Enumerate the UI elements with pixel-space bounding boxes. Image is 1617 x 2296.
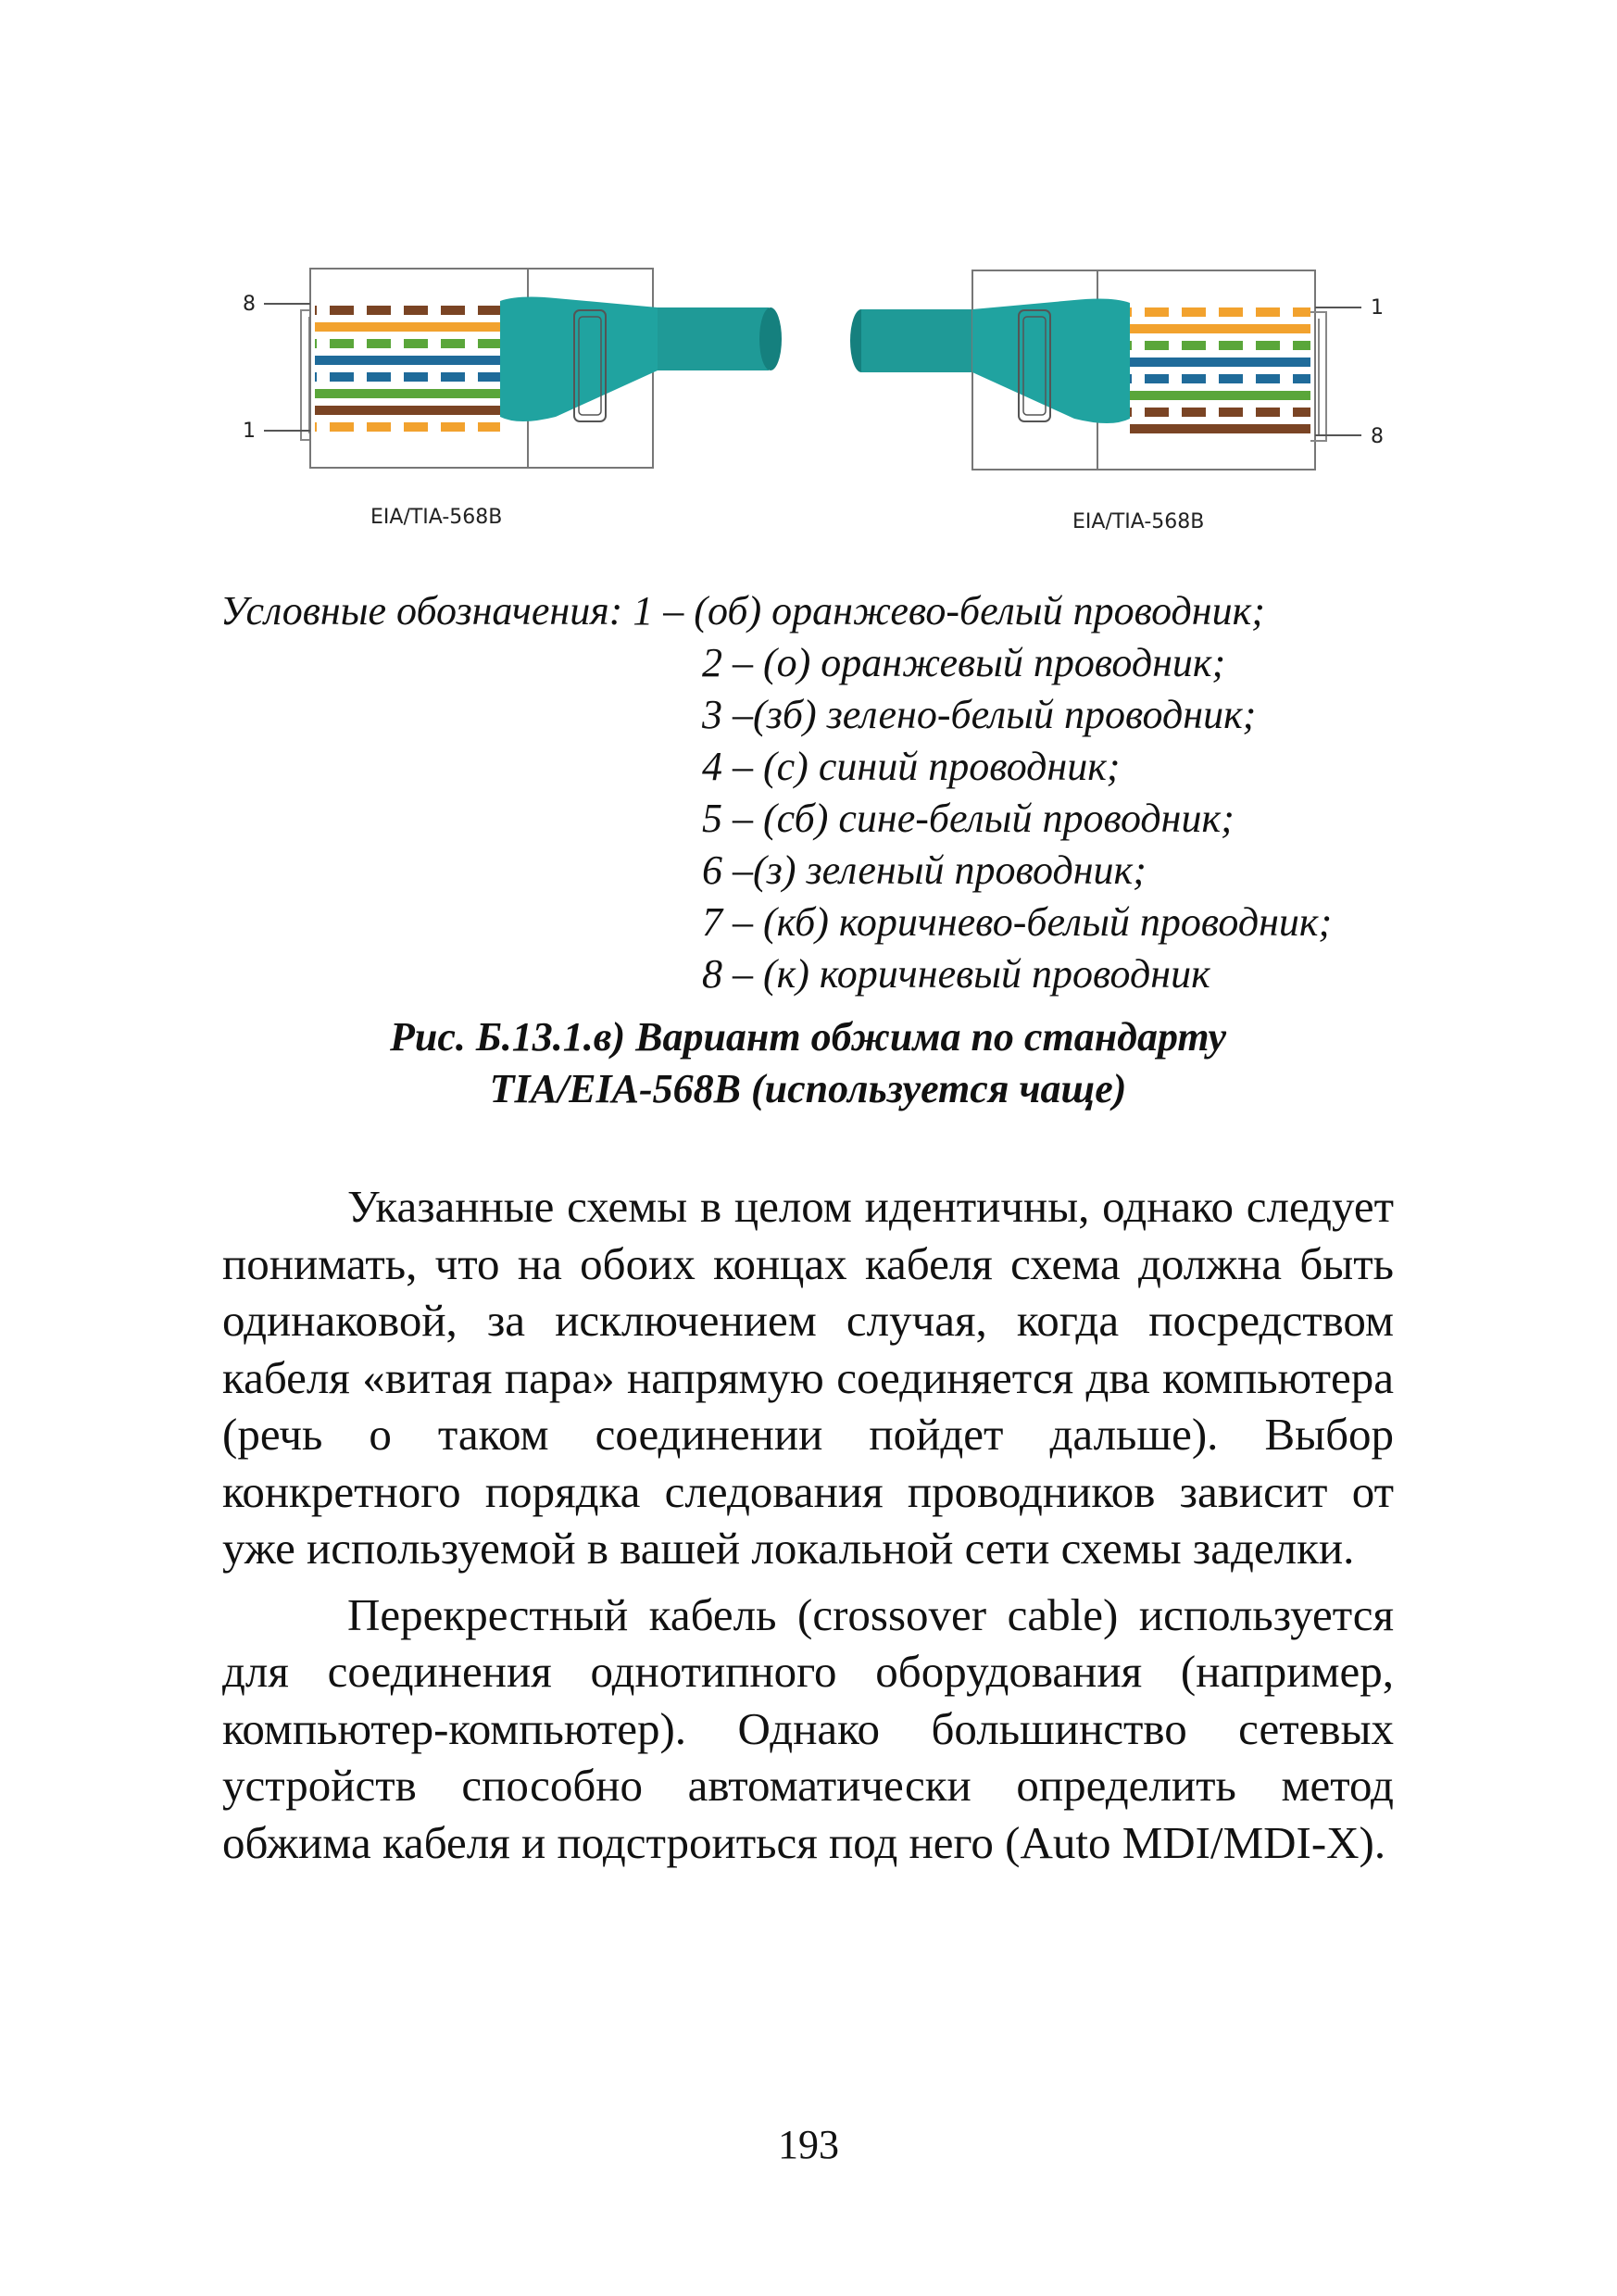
legend-item: 4 – (с) синий проводник; [702, 744, 1121, 789]
wire-5 [315, 356, 500, 365]
wire-1-right [1130, 307, 1310, 317]
right-pin-top-label: 1 [1371, 296, 1384, 320]
wire-2 [315, 406, 500, 415]
wire-7-right [1130, 408, 1310, 417]
wire-7 [315, 322, 500, 332]
left-connector [243, 269, 782, 529]
wire-4-right [1130, 358, 1310, 367]
wire-6-right [1130, 391, 1310, 400]
legend-item: 7 – (кб) коричнево-белый проводник; [702, 899, 1333, 945]
legend-item: 2 – (о) оранжевый проводник; [702, 640, 1226, 685]
paragraph-1: Указанные схемы в целом идентичны, однако следует понимать, что на обоих концах кабеля схема должна быть одинаковой, за исключением случая, когда посредством кабеля «витая пара» напрямую соединяется два компьютера (речь о таком соединении пойдет дальше). Выбор конкретного порядка следования проводников зависит от уже используемой в вашей локальной сети схемы заделки. [222, 1181, 1394, 1574]
wire-3-right [1130, 341, 1310, 350]
legend-intro: Условные обозначения: 1 – (об) оранжево-белый проводник; [220, 588, 1265, 634]
left-cable-end [759, 307, 782, 370]
wire-3 [315, 389, 500, 398]
wire-5-right [1130, 374, 1310, 383]
caption-line-1: Рис. Б.13.1.в) Вариант обжима по стандарту [389, 1014, 1227, 1060]
caption-line-2: TIA/EIA-568B (используется чаще) [489, 1066, 1127, 1111]
legend-items [702, 637, 1332, 1000]
left-pin-bottom-label: 1 [243, 420, 256, 443]
legend-item: 6 –(з) зеленый проводник; [702, 847, 1147, 893]
left-pin-top-label: 8 [243, 293, 256, 316]
left-standard-label: EIA/TIA-568B [370, 506, 503, 529]
legend-item: 3 –(зб) зелено-белый проводник; [702, 692, 1257, 737]
right-standard-label: EIA/TIA-568B [1072, 510, 1205, 533]
figure-caption [222, 1011, 1394, 1115]
wire-2-right [1130, 324, 1310, 333]
rj45-crimp-figure [222, 259, 1408, 565]
connector-diagram [222, 259, 1408, 565]
wire-4 [315, 372, 500, 382]
legend-item: 5 – (сб) сине-белый проводник; [702, 796, 1235, 841]
legend-item: 8 – (к) коричневый проводник [702, 951, 1210, 997]
page-number: 193 [778, 2122, 839, 2167]
right-pin-bottom-label: 8 [1371, 425, 1384, 448]
wire-8-right [1130, 424, 1310, 433]
wire-1 [315, 422, 500, 432]
wire-8 [315, 306, 500, 315]
paragraph-2: Перекрестный кабель (crossover cable) используется для соединения однотипного оборудования (например, компьютер-компьютер). Однако большинство сетевых устройств способно автоматически определить метод обжима кабеля и подстроиться под него (Auto MDI/MDI-X). [222, 1588, 1394, 1868]
right-connector [850, 270, 1384, 533]
body-text [222, 1178, 1394, 1880]
wire-6 [315, 339, 500, 348]
